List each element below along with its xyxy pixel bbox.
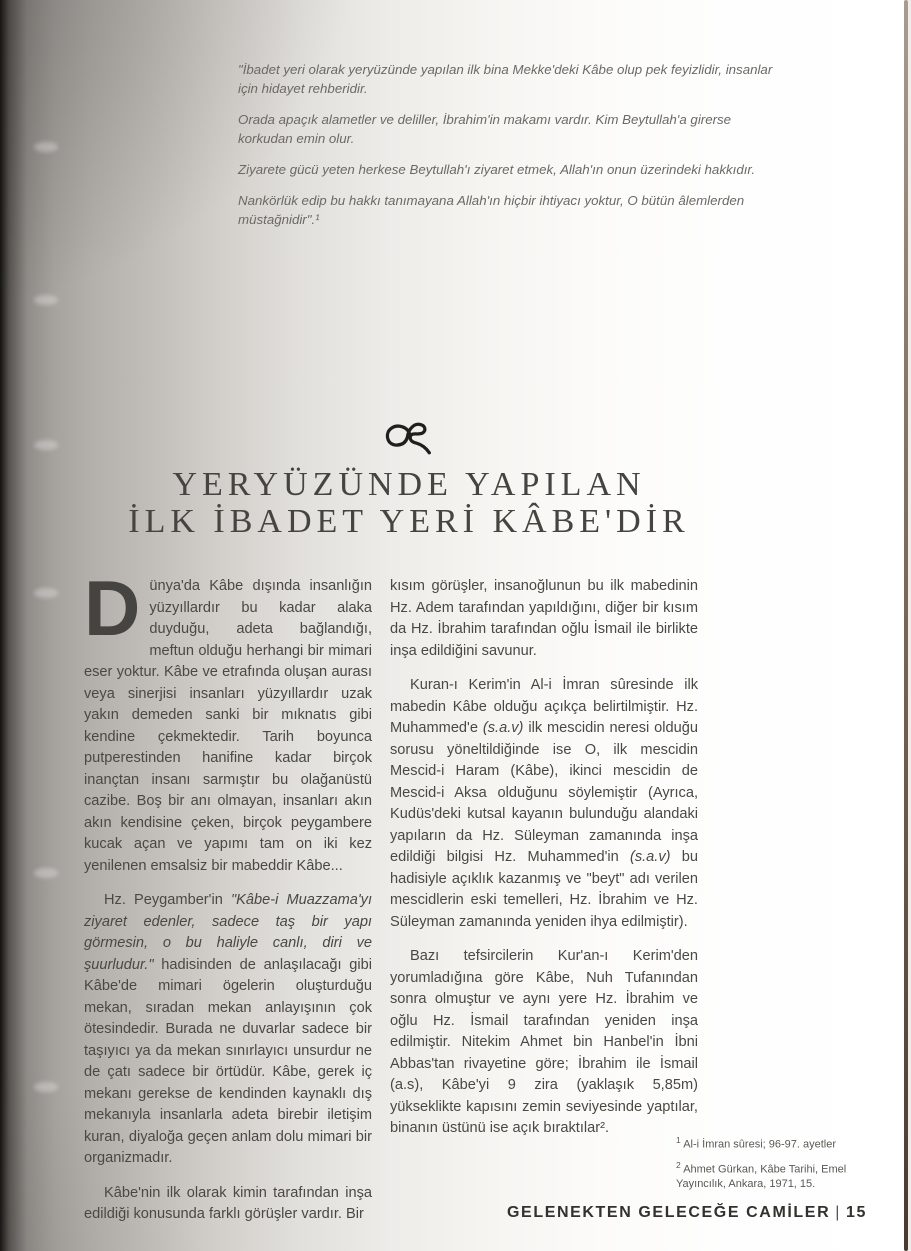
drop-cap: D <box>84 564 141 652</box>
footnote-2 <box>676 1158 860 1192</box>
binding-notch <box>34 1082 58 1092</box>
footnotes <box>676 1133 860 1192</box>
chapter-title-line-2: İLK İBADET YERİ KÂBE'DİR <box>128 503 690 540</box>
text-run: hadisinden de anlaşılacağı gibi Kâbe'de mimari ögelerin oluşturduğu mekan, sıradan mekan anlayışının çok ötesindedir. Burada ne duvarlar sadece bir taşıyıcı ya da mekan sınırlayıcı unsurdur ne de çatı sadece bir örtüdür. Kâbe, gerek iç mekanı gerekse de kendinden kaynaklı dış mekanıyla insanlarla adeta birebir iletişim kuran, diyaloğa geçen anlam dolu mimari bir organizmadır. <box>84 956 372 1166</box>
text-run: bu hadisiyle açıklık kazanmış ve "beyt" adı verilen mescidlerin eski temelleri, Hz. İbrahim ve Hz. Süleyman zamanında yeniden ihya edilmiştir). <box>390 849 698 930</box>
footnote-text: Ahmet Gürkan, Kâbe Tarihi, Emel Yayıncılık, Ankara, 1971, 15. <box>676 1163 847 1191</box>
epigraph <box>238 60 778 229</box>
binding-notch <box>34 868 58 878</box>
emphasized-text: (s.a.v) <box>629 849 671 865</box>
text-run: Kuran-ı Kerim'in Al-i İmran sûresinde ilk mabedin Kâbe olduğu açıkça belirtilmiştir. Hz. Muhammed'e <box>390 677 698 736</box>
footnote-text: Al-i İmran sûresi; 96-97. ayetler <box>683 1138 837 1151</box>
calligraphic-ornament-icon <box>383 420 435 458</box>
footnote-marker: 2 <box>676 1160 681 1171</box>
text-column-right <box>390 576 698 1226</box>
body-paragraph <box>84 1183 372 1226</box>
emphasized-text: (s.a.v) <box>482 720 524 736</box>
binding-notch <box>34 295 58 305</box>
epigraph-paragraph: Orada apaçık alametler ve deliller, İbrahim'in makamı vardır. Kim Beytullah'a girerse korkudan emin olur. <box>238 112 732 146</box>
footnote-marker: 1 <box>676 1135 681 1145</box>
body-paragraph <box>390 946 698 1140</box>
text-run: ilk mescidin neresi olduğu sorusu yöneltildiğinde ise O, ilk mescidin Mescid-i Haram (Kâbe), ikinci mescidin de Mescid-i Aksa olduğunu söylemiştir (Ayrıca, Kudüs'deki kutsal kayanın bulunduğu alandaki yapıların da Hz. Süleyman zamanında inşa edildiği bilgisi Hz. Muhammed'in <box>390 720 699 865</box>
text-run: Kâbe'nin ilk olarak kimin tarafından inşa edildiği konusunda farklı görüşler vardır. Bir <box>84 1184 372 1222</box>
text-column-left <box>84 564 372 1226</box>
footnote-1 <box>676 1133 860 1152</box>
text-run: ünya'da Kâbe dışında insanlığın yüzyıllardır bu kadar alaka duyduğu, adeta bağlandığı, meftun olduğu herhangi bir mimari eser yoktur. Kâbe ve etrafında oluşan aurası veya sinerjisi insanları yüzyıllardır uzak yakın demeden sanki bir mıknatıs gibi kendine çekmektedir. Tarih boyunca putperestinden hanifine kadar birçok inançtan insanı sarmıştır bu olağanüstü cazibe. Boş bir anı olmayan, insanları akın akın kendisine çeken, birçok peygambere kucak açan ve yapımı tam on iki kez yenilenen emsalsiz bir mabeddir Kâbe... <box>84 578 372 874</box>
body-paragraph <box>390 675 698 933</box>
text-run: Bazı tefsircilerin Kur'an-ı Kerim'den yorumladığına göre Kâbe, Nuh Tufanından sonra olmuştur ve aynı yere Hz. İbrahim ve oğlu Hz. İsmail tarafından yeniden inşa edilmiştir. Nitekim Ahmet bin Hanbel'in İbni Abbas'tan rivayetine göre; İbrahim ile İsmail (a.s), Kâbe'yi 9 zira (yaklaşık 5,85m) yükseklikte kapısını zemin seviyesinde yaptılar, binanın üstünü ise açık bıraktılar². <box>390 948 698 1136</box>
running-footer <box>507 1204 867 1222</box>
epigraph-paragraph: Nankörlük edip bu hakkı tanımayana Allah'ın hiçbir ihtiyacı yoktur, O bütün âlemlerden müstağnidir".¹ <box>238 193 745 227</box>
emphasized-text: "Kâbe-i Muazzama'yı ziyaret edenler, sadece taş bir yapı görmesin, o bu haliyle canlı, diri ve şuurludur." <box>84 892 372 973</box>
binding-notch <box>34 440 58 450</box>
binding-notch <box>34 588 58 598</box>
body-paragraph <box>84 564 372 877</box>
article-body <box>84 564 699 1226</box>
text-run: Hz. Peygamber'in <box>104 892 231 908</box>
chapter-header <box>56 420 762 540</box>
body-paragraph <box>390 576 698 662</box>
body-paragraph <box>84 890 372 1170</box>
page-number: 15 <box>846 1204 867 1221</box>
footer-book-title: GELENEKTEN GELECEĞE CAMİLER <box>507 1204 831 1221</box>
footer-separator: | <box>835 1204 841 1221</box>
epigraph-paragraph: Ziyarete gücü yeten herkese Beytullah'ı ziyaret etmek, Allah'ın onun üzerindeki hakkıdır. <box>238 162 756 177</box>
epigraph-paragraph: "İbadet yeri olarak yeryüzünde yapılan ilk bina Mekke'deki Kâbe olup pek feyizlidir, insanlar için hidayet rehberidir. <box>238 62 773 96</box>
binding-notch <box>34 142 58 152</box>
chapter-title-line-1: YERYÜZÜNDE YAPILAN <box>172 466 646 503</box>
text-run: kısım görüşler, insanoğlunun bu ilk mabedinin Hz. Adem tarafından yapıldığını, diğer bir kısım da Hz. İbrahim tarafından oğlu İsmail ile birlikte inşa edildiğini savunur. <box>390 578 698 659</box>
